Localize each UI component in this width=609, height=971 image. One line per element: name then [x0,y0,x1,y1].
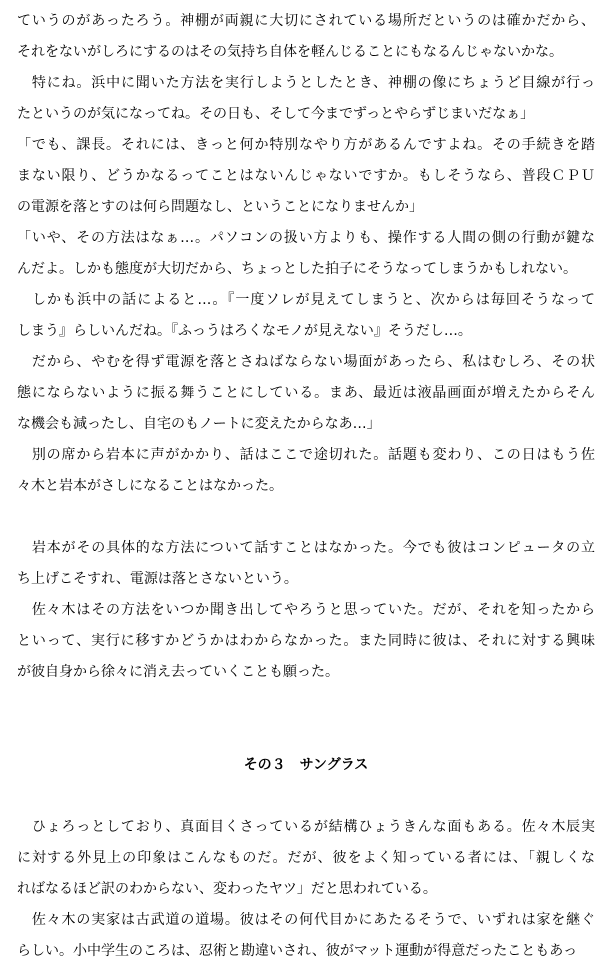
text-line: しまう』らしいんだね。『ふっうはろくなモノが見えない』そうだし…。 [17,323,472,339]
paragraph [17,130,595,223]
text-line: 特にね。浜中に聞いた方法を実行しようとしたとき、神棚の像にちょうど目線が行っ [17,75,595,91]
text-line: に対する外見上の印象はこんなものだ。だが、彼をよく知っている者には、「親しくな [17,850,595,866]
text-line: まない限り、どうかなるってことはないんじゃないですか。もしそうなら、普段ＣＰＵ [17,168,595,184]
paragraph [17,68,595,130]
text-line: だから、やむを得ず電源を落とさねばならない場面があったら、私はむしろ、その状 [17,354,595,370]
paragraph [17,812,595,905]
text-line: 佐々木はその方法をいつか聞き出してやろうと思っていた。だが、それを知ったから [17,602,595,618]
text-line: といって、実行に移すかどうかはわからなかった。また同時に彼は、それに対する興味 [17,633,595,649]
story-text-bottom [17,812,595,967]
text-line: ち上げこそすれ、電源は落とさないという。 [17,571,298,587]
paragraph [17,285,595,347]
paragraph [17,223,595,285]
text-line: 岩本がその具体的な方法について話すことはなかった。今でも彼はコンピュータの立 [17,540,595,556]
text-line: の電源を落とすのは何ら問題なし、ということになりませんか」 [17,199,423,215]
section-heading: その３ サングラス [243,757,369,773]
paragraph [17,533,595,595]
text-line: 態にならないように振る舞うことにしている。まあ、最近は液晶画面が増えたからそん [17,385,595,401]
text-line: それをないがしろにするのはその気持ち自体を軽んじることにもなるんじゃないかな。 [17,44,563,60]
story-text-middle [17,533,595,688]
text-line: ていうのがあったろう。神棚が両親に大切にされている場所だというのは確かだから、 [17,13,595,29]
text-line: たというのが気になってね。その日も、そして今までずっとやらずじまいだなぁ」 [17,106,535,122]
text-line: 「いや、その方法はなぁ…。パソコンの扱い方よりも、操作する人間の側の行動が鍵な [17,230,595,246]
text-line: 別の席から岩本に声がかかり、話はここで途切れた。話題も変わり、この日はもう佐 [17,447,595,463]
document-page [17,6,595,967]
text-line: 佐々木の実家は古武道の道場。彼はその何代目かにあたるそうで、いずれは家を継ぐ [17,912,595,928]
blank-line [17,688,595,719]
text-line: が彼自身から徐々に消え去っていくことも願った。 [17,664,339,680]
paragraph [17,6,595,68]
text-line: 「でも、課長。それには、きっと何か特別なやり方があるんですよね。その手続きを踏 [17,137,595,153]
blank-line [17,719,595,750]
text-line: ればなるほど訳のわからない、変わったヤツ」だと思われている。 [17,881,437,897]
story-text-top [17,6,595,502]
text-line: ひょろっとしており、真面目くさっているが結構ひょうきんな面もある。佐々木辰実 [17,819,595,835]
blank-line [17,781,595,812]
paragraph [17,595,595,688]
paragraph [17,440,595,502]
text-line: んだよ。しかも態度が大切だから、ちょっとした拍子にそうなってしまうかもしれない。 [17,261,577,277]
text-line: 々木と岩本がさしになることはなかった。 [17,478,283,494]
text-line: らしい。小中学生のころは、忍術と勘違いされ、彼がマット運動が得意だったこともあっ [17,943,578,959]
text-line: な機会も減ったし、自宅のもノートに変えたからなあ…」 [17,416,381,432]
paragraph [17,347,595,440]
paragraph [17,905,595,967]
blank-line [17,502,595,533]
text-line: しかも浜中の話によると…。『一度ソレが見えてしまうと、次からは毎回そうなって [17,292,595,308]
